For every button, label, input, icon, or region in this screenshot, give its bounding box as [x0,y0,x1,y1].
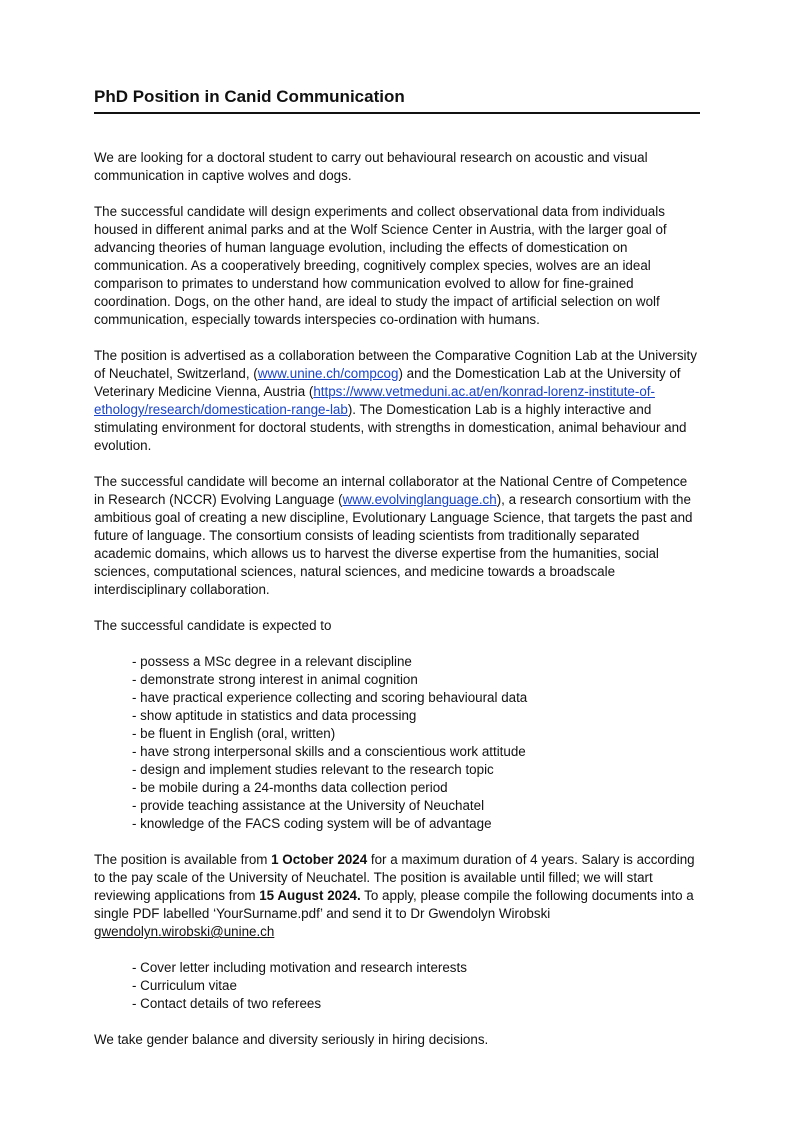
list-item: - possess a MSc degree in a relevant discipline [132,654,412,669]
application-text-3: To apply, please compile the following documents into a single PDF labelled ‘YourSurname.pdf’ and send it to Dr Gwendolyn Wirobski [94,888,694,921]
list-item: - show aptitude in statistics and data processing [132,708,417,723]
list-item: - demonstrate strong interest in animal cognition [132,672,418,687]
intro-paragraph: We are looking for a doctoral student to carry out behavioural research on acoustic and visual communication in captive wolves and dogs. [94,150,648,183]
list-item: - Contact details of two referees [132,996,322,1011]
list-item: - Cover letter including motivation and research interests [132,960,467,975]
nccr-text-1: The successful candidate will become an internal collaborator at the National Centre of Competence in Research (NCCR) Evolving Language ( [94,474,688,507]
contact-email-link[interactable]: gwendolyn.wirobski@unine.ch [94,924,275,939]
list-item: - Curriculum vitae [132,978,237,993]
list-item: - design and implement studies relevant to the research topic [132,762,494,777]
documents-list [94,959,700,1013]
start-date: 1 October 2024 [271,852,368,867]
requirements-list [94,653,700,833]
evolvinglanguage-link[interactable]: www.evolvinglanguage.ch [342,492,497,507]
list-item: - knowledge of the FACS coding system will be of advantage [132,816,492,831]
page-title: PhD Position in Canid Communication [94,86,700,114]
research-paragraph: The successful candidate will design experiments and collect observational data from individuals housed in different animal parks and at the Wolf Science Center in Austria, with the larger goal of advancing theories of human language evolution, including the effects of domestication on communication. As a cooperatively breeding, cognitively complex species, wolves are an ideal comparison to primates to understand how communication evolved to allow for fine-grained coordination. Dogs, on the other hand, are ideal to study the impact of artificial selection on wolf communication, especially towards interspecies co-ordination with humans. [94,204,667,327]
domestication-lab-link[interactable]: https://www.vetmeduni.ac.at/en/konrad-lorenz-institute-of-ethology/research/domestication-range-lab [94,384,655,417]
collaboration-paragraph [94,347,700,455]
compcog-link[interactable]: www.unine.ch/compcog [257,366,399,381]
nccr-paragraph [94,473,700,599]
expectations-intro: The successful candidate is expected to [94,618,332,633]
list-item: - have strong interpersonal skills and a conscientious work attitude [132,744,526,759]
application-text-2: for a maximum duration of 4 years. Salary is according to the pay scale of the University of Neuchatel. The position is available until filled; we will start reviewing applications from [94,852,695,903]
list-item: - have practical experience collecting and scoring behavioural data [132,690,528,705]
list-item: - provide teaching assistance at the University of Neuchatel [132,798,485,813]
diversity-statement: We take gender balance and diversity seriously in hiring decisions. [94,1032,489,1047]
nccr-text-2: ), a research consortium with the ambitious goal of creating a new discipline, Evolutionary Language Science, that targets the past and future of language. The consortium consists of leading scientists from traditionally separated academic domains, which allows us to harvest the diverse expertise from the humanities, social sciences, computational sciences, natural sciences, and medicine towards a broadscale interdisciplinary collaboration. [94,492,693,597]
collaboration-text-2: ) and the Domestication Lab at the University of Veterinary Medicine Vienna, Austria ( [94,366,681,399]
application-paragraph [94,851,700,941]
collaboration-text-3: ). The Domestication Lab is a highly interactive and stimulating environment for doctoral students, with strengths in domestication, animal behaviour and evolution. [94,402,687,453]
review-date: 15 August 2024. [259,888,361,903]
collaboration-text-1: The position is advertised as a collaboration between the Comparative Cognition Lab at the University of Neuchatel, Switzerland, ( [94,348,697,381]
application-text-1: The position is available from [94,852,272,867]
document-page [94,86,700,1049]
list-item: - be fluent in English (oral, written) [132,726,336,741]
list-item: - be mobile during a 24-months data collection period [132,780,448,795]
